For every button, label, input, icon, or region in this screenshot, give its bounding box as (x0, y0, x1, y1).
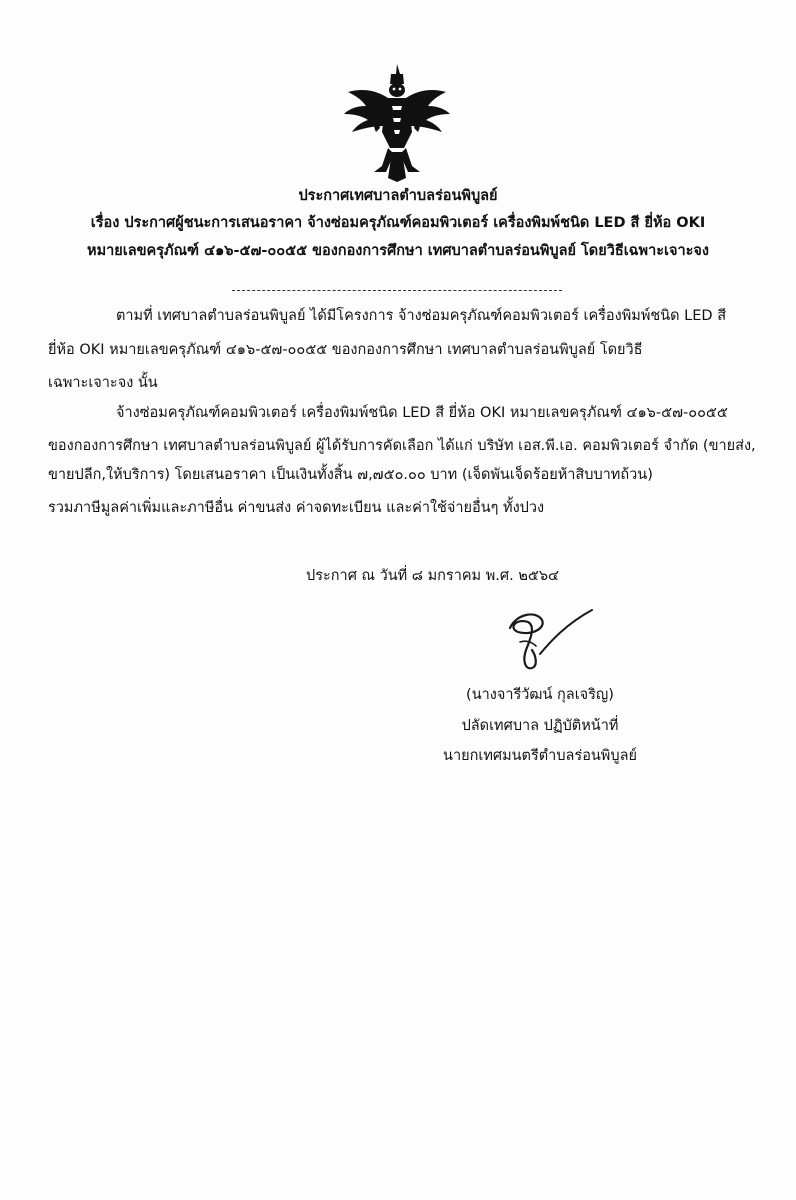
paragraph-2-line-3: ขายปลีก,ให้บริการ) โดยเสนอราคา เป็นเงินทั้งสิ้น ๗,๗๕๐.๐๐ บาท (เจ็ดพันเจ็ดร้อยห้าสิบบาทถ้วน) (48, 467, 653, 483)
announcement-date: ประกาศ ณ วันที่ ๘ มกราคม พ.ศ. ๒๕๖๔ (306, 568, 560, 584)
dashed-divider (232, 290, 562, 291)
signer-position-2: นายกเทศมนตรีตำบลร่อนพิบูลย์ (443, 748, 637, 764)
paragraph-1-line-1: ตามที่ เทศบาลตำบลร่อนพิบูลย์ ได้มีโครงการ จ้างซ่อมครุภัณฑ์คอมพิวเตอร์ เครื่องพิมพ์ชนิด LED สี (116, 308, 727, 324)
paragraph-2-line-4: รวมภาษีมูลค่าเพิ่มและภาษีอื่น ค่าขนส่ง ค่าจดทะเบียน และค่าใช้จ่ายอื่นๆ ทั้งปวง (48, 500, 545, 516)
paragraph-1-line-3: เฉพาะเจาะจง นั้น (48, 375, 158, 391)
announcement-title: ประกาศเทศบาลตำบลร่อนพิบูลย์ (298, 188, 498, 204)
handwritten-signature (496, 606, 606, 676)
garuda-emblem-icon (338, 62, 456, 184)
paragraph-1-line-2: ยี่ห้อ OKI หมายเลขครุภัณฑ์ ๔๑๖-๕๗-๐๐๕๕ ของกองการศึกษา เทศบาลตำบลร่อนพิบูลย์ โดยวิธี (48, 342, 643, 358)
paragraph-2-line-2: ของกองการศึกษา เทศบาลตำบลร่อนพิบูลย์ ผู้ได้รับการคัดเลือก ได้แก่ บริษัท เอส.พี.เอ. คอมพิวเตอร์ จำกัด (ขายส่ง, (48, 438, 756, 454)
subject-line-1: เรื่อง ประกาศผู้ชนะการเสนอราคา จ้างซ่อมครุภัณฑ์คอมพิวเตอร์ เครื่องพิมพ์ชนิด LED สี ยี่ห้อ OKI (90, 215, 706, 231)
subject-line-2: หมายเลขครุภัณฑ์ ๔๑๖-๕๗-๐๐๕๕ ของกองการศึกษา เทศบาลตำบลร่อนพิบูลย์ โดยวิธีเฉพาะเจาะจง (87, 243, 709, 259)
signer-name: (นางจารีวัฒน์ กุลเจริญ) (466, 687, 614, 703)
paragraph-2-line-1: จ้างซ่อมครุภัณฑ์คอมพิวเตอร์ เครื่องพิมพ์ชนิด LED สี ยี่ห้อ OKI หมายเลขครุภัณฑ์ ๔๑๖-๕๗-๐๐๕๕ (116, 405, 728, 421)
signer-position-1: ปลัดเทศบาล ปฏิบัติหน้าที่ (461, 718, 619, 734)
